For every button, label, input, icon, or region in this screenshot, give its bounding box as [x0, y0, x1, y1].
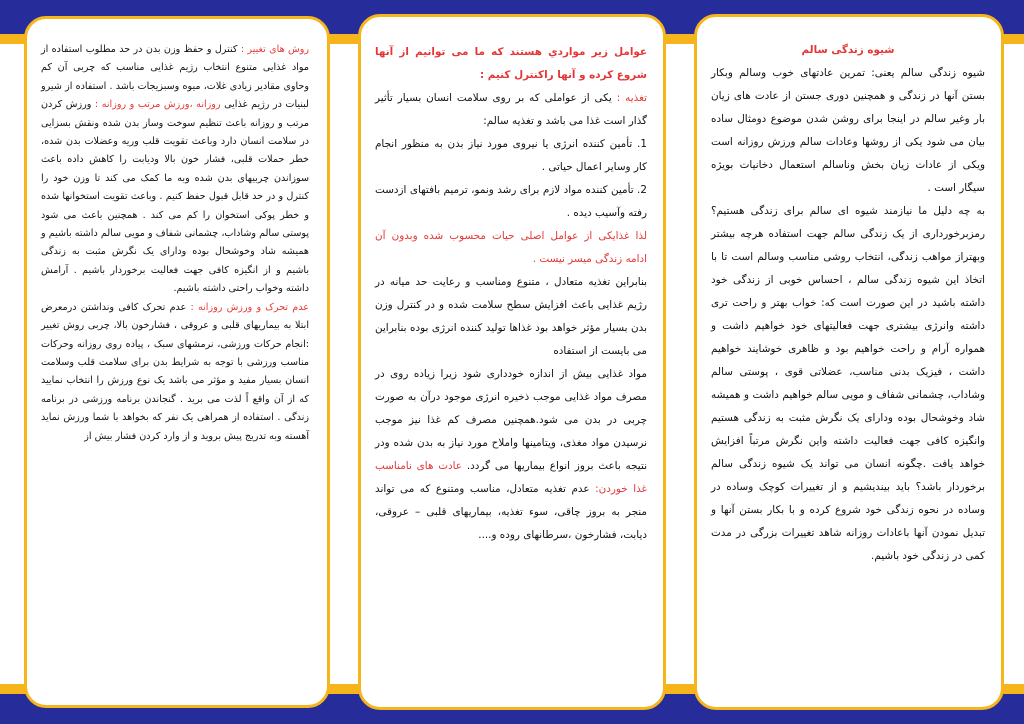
inactivity-text: عدم تحرک کافی ونداشتن درمعرض ابتلا به بیماریهای قلبی و عروقی ، فشارخون بالا، چربی روش تغییر :انجام حرکات ورزشی، نرمشهای سبک ، پیاده روی روزانه وحرکات مناسب ورزشی با توجه به شرایط بدن برای سلامت قلب وسلامت انسان بسیار مفید و مؤثر می باشد یک نوع ورزش را انتخاب نمایید که از آن واقع اً لذت می برید . گنجاندن برنامه ورزشی در برنامه زندگی . استفاده از همراهی یک نفر که بخواهد با شما ورزش نماید آهسته وبه تدریج پیش بروید و از وارد کردن فشار بیش از [41, 301, 309, 442]
excess-paragraph [375, 363, 647, 547]
right-panel-title: شیوه زندگی سالم [801, 44, 895, 56]
weight-text: کنترل و حفظ وزن بدن در حد مطلوب استفاده از مواد غذایی متنوع انتخاب رژیم غذایی مناسب که چربی آن کم وحاوی مقادیر زیادی غلات، میوه وسبزیجات باشد . استفاده از شیرو لبنیات در رژیم غذایی [41, 44, 309, 111]
weight-label: روش های تغییر : [240, 44, 310, 55]
right-panel [694, 14, 1004, 710]
middle-panel [358, 14, 666, 710]
balance-paragraph: بنابراین تغذیه متعادل ، متنوع ومناسب و رعایت حد میانه در رژیم غذایی باعث افزایش سطح سلامت شده و در کنترل وزن بدن بسیار مؤثر خواهد بود غذاها تولید کننده انرژی بوده بنابراین می بایست از استفاده [375, 276, 647, 357]
red-statement: لذا غذایکی از عوامل اصلی حیات محسوب شده وبدون آن ادامه زندگی میسر نیست . [375, 230, 647, 265]
nutrition-paragraph [375, 87, 647, 133]
left-panel [24, 16, 330, 708]
right-paragraph-1: شیوه زندگی سالم یعنی: تمرین عادتهای خوب وسالم وبکار بستن آنها در زندگی و همچنین دوری جستن از عادت های زیان بار وغیر سالم در اینجا برای روشن شدن موضوع دومثال ساده بیان می شود یکی از روشها وعادات سالم ورزش روزانه است ویکی از عادات زیان بخش وناسالم استعمال دخانیات بویژه سیگار است . [711, 67, 985, 194]
nutrition-intro: یکی از عواملی که بر روی سلامت انسان بسیار تأثیر گذار است غذا می باشد و تغذیه سالم: [375, 92, 647, 127]
right-paragraph-2: به چه دلیل ما نیازمند شیوه ای سالم برای زندگی هستیم؟ رمزبرخورداری از یک زندگی سالم جهت استفاده هرچه بیشتر وبهتراز مواهب زندگی، انتخاب روشی مناسب وسالم است تا با اتخاذ این شیوه زندگی سالم ، احساس خوبی از زندگی خود داشته باشید در این صورت است که: خواب بهتر و راحت تری داشته وانرژی بیشتری جهت فعالیتهای خود خواهیم داشت و همواره آرام و راحت خواهیم بود و ظاهری خوشایند خواهیم داشت ، فیزیک بدنی مناسب، عضلاتی قوی ، پوستی سالم وشاداب، چشمانی شفاف و مویی سالم خواهیم داشت و همیشه شاد وخوشحال بوده ودارای یک نگرش مثبت به زندگی هستیم وانگیزه کافی جهت فعالیت داشته واین نگرش مرتباً افزایش خواهد یافت .چگونه انسان می تواند یک شیوه زندگی سالم برخوردار باشد؟ باید بیندیشیم و از تغییرات کوچک وساده در وساده در نحوه زندگی خود شروع کرده و با بکار بستن آنها و تبدیل نمودن آنها باعادات روزانه شاهد تغییرات بزرگی در مدت کمی در زندگی خود باشیم. [711, 205, 985, 562]
bad-habits-label: عادت های نامناسب غذا خوردن: [375, 460, 647, 495]
bad-habits-text: عدم تغذیه متعادل، مناسب ومتنوع که می تواند منجر به بروز چاقی، سوء تغذیه، بیماریهای قلبی – عروقی، دیابت، فشارخون ،سرطانهای روده و.... [375, 483, 647, 541]
exercise-text: ورزش کردن مرتب و روزانه باعث تنظیم سوخت وساز بدن شده ونقش بسزایی در سلامت انسان دارد وباعث تقویت قلب وریه وعضلات بدن شده، خطر حملات قلبی، فشار خون بالا ودیابت را کاهش داده باعث سوزاندن چربیهای بدن شده وبه ما کمک می کند تا وزن خود را کنترل و در حد قابل قبول حفظ کنیم . وباعث تقویت استخوانها شده و خطر پوکی استخوان را کم می کند . همچنین باعث می شود پوستی سالم وشاداب، چشمانی شفاف و مویی سالم داشته باشیم و همیشه شاد وخوشحال بوده ودارای یک نگرش مثبت به زندگی باشیم و از انگیزه کافی جهت فعالیت برخوردار باشیم . آرامش داشته وخواب راحتی داشته باشیم. [41, 99, 309, 295]
exercise-label: روزانه ،ورزش مرتب و روزانه : [94, 99, 221, 111]
nutrition-item-2: 2. تأمین کننده مواد لازم برای رشد ونمو، ترمیم بافتهای ازدست رفته وآسیب دیده . [375, 184, 647, 219]
inactivity-label: عدم تحرک و ورزش روزانه : [190, 301, 309, 313]
nutrition-label: تغذیه : [616, 92, 648, 104]
inactivity-paragraph [41, 299, 309, 446]
excess-text: مواد غذایی بیش از اندازه خودداری شود زیرا زیاده روی در مصرف مواد غذایی موجب ذخیره انرژی موجود درآن به صورت چربی در بدن می شود.همچنین مصرف کم غذا نیز موجب نرسیدن مواد مغذی، ویتامینها واملاح مورد نیاز به بدن شده ودر نتیجه باعث بروز انواع بیماریها می گردد. [375, 368, 647, 472]
weight-paragraph [41, 41, 309, 299]
nutrition-item-1: 1. تأمین کننده انرژی یا نیروی مورد نیاز بدن به منظور انجام کار وسایر اعمال حیاتی . [375, 138, 647, 173]
middle-heading: عوامل زیر مواردي هستند که ما می توانیم از آنها شروع کرده و آنها راکنترل کنیم : [375, 46, 647, 81]
